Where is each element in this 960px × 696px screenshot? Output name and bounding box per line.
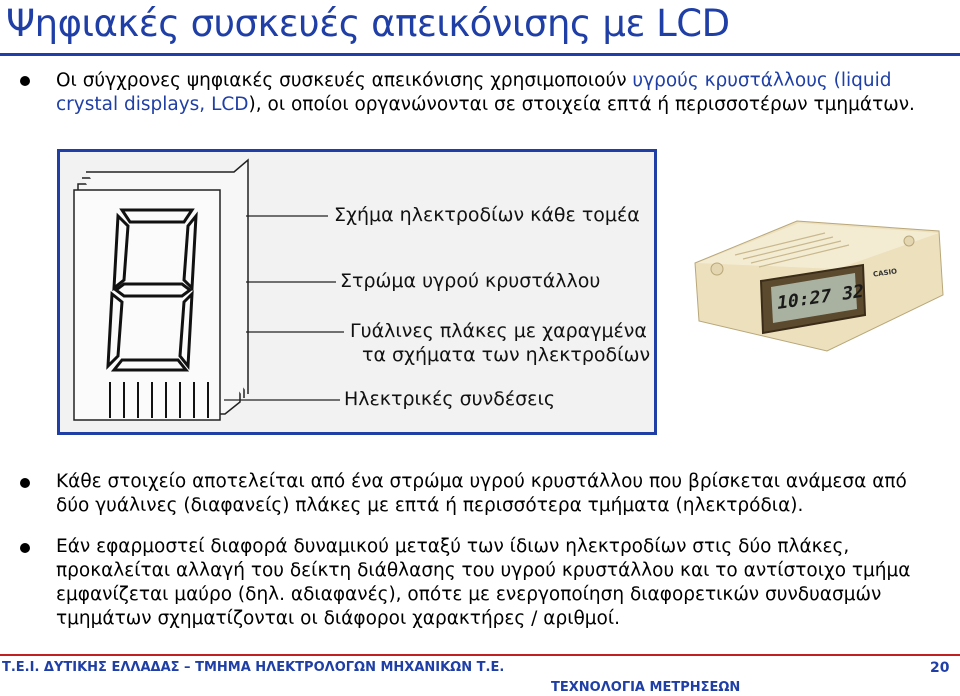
title-rule <box>0 53 960 56</box>
bullet-1-highlight-2: liquid crystal displays, LCD <box>56 70 892 115</box>
page-number: 20 <box>930 660 950 676</box>
footer-institution: Τ.Ε.Ι. ΔΥΤΙΚΗΣ ΕΛΛΑΔΑΣ – ΤΜΗΜΑ ΗΛΕΚΤΡΟΛΟΓΩΝ ΜΗΧΑΝΙΚΩΝ Τ.Ε. <box>2 660 505 675</box>
lcd-clock-photo <box>677 203 950 355</box>
footer-rule <box>0 654 960 656</box>
bullet-dot <box>20 76 30 86</box>
slide-title: Ψηφιακές συσκευές απεικόνισης με LCD <box>6 2 730 45</box>
footer-course: ΤΕΧΝΟΛΟΓΙΑ ΜΕΤΡΗΣΕΩΝ <box>551 680 741 695</box>
label-electrical-connections: Ηλεκτρικές συνδέσεις <box>344 388 556 410</box>
bullet-1-highlight: υγρούς κρυστάλλους <box>632 70 828 91</box>
clock-display: 10:27 32 <box>775 280 865 315</box>
bullet-2-text: Κάθε στοιχείο αποτελείται από ένα στρώμα υγρού κρυστάλλου που βρίσκεται ανάμεσα από δύο γυάλινες (διαφανείς) πλάκες με επτά ή περισσότερα τμήματα (ηλεκτρόδια). <box>56 471 907 516</box>
label-glass-plates-1: Γυάλινες πλάκες με χαραγμένα <box>350 320 647 342</box>
clock-brand: CASIO <box>872 267 898 279</box>
bullet-1-part-a: Οι σύγχρονες ψηφιακές συσκευές απεικόνισης χρησιμοποιούν <box>56 70 633 91</box>
bullet-3-text: Εάν εφαρμοστεί διαφορά δυναμικού μεταξύ των ίδιων ηλεκτροδίων στις δύο πλάκες, προκαλείται αλλαγή του δείκτη διάθλασης του υγρού κρυστάλλου και το αντίστοιχο τμήμα εμφανίζεται μαύρο (δηλ. αδιαφανές), οπότε με ενεργοποίηση διαφορετικών συνδυασμών τμημάτων σχηματίζονται οι διάφοροι χαρακτήρες / αριθμοί. <box>56 536 911 629</box>
bullet-dot <box>20 478 30 488</box>
label-glass-plates-2: τα σχήματα των ηλεκτροδίων <box>362 344 651 366</box>
bullet-1-text <box>56 69 946 117</box>
bullet-dot <box>20 543 30 553</box>
label-electrode-shape: Σχήμα ηλεκτροδίων κάθε τομέα <box>334 204 640 226</box>
bullet-1-part-b: ( <box>827 70 841 91</box>
bullet-1-part-c: ), οι οποίοι οργανώνονται σε στοιχεία επτά ή περισσοτέρων τμημάτων. <box>248 94 915 115</box>
clock-drawing <box>677 203 950 355</box>
label-lc-layer: Στρώμα υγρού κρυστάλλου <box>340 270 601 292</box>
lcd-structure-figure <box>57 149 657 435</box>
